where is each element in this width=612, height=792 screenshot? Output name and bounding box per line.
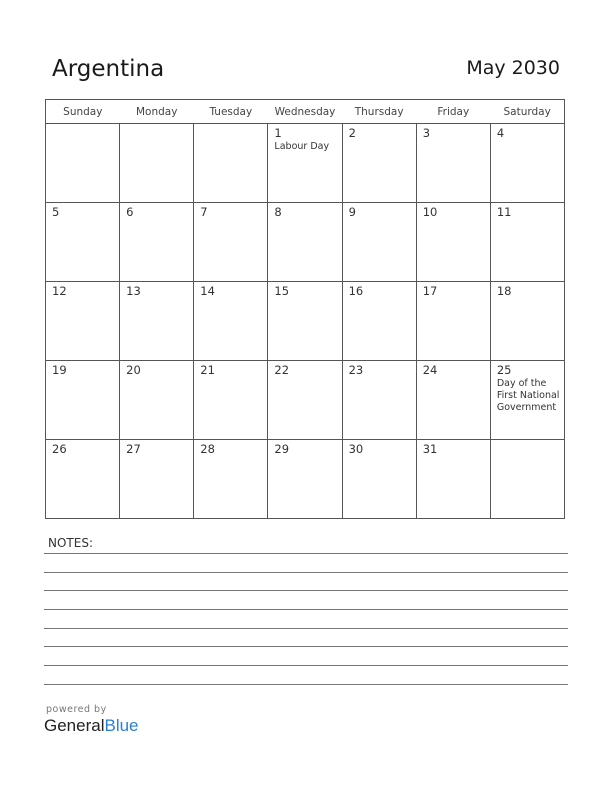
day-cell xyxy=(120,124,194,203)
day-number: 5 xyxy=(52,205,60,219)
day-cell xyxy=(342,124,416,203)
day-cell xyxy=(194,203,268,282)
note-line xyxy=(44,684,568,685)
day-number: 25 xyxy=(496,363,512,377)
note-line xyxy=(44,609,568,610)
note-line xyxy=(44,590,568,591)
day-number: 9 xyxy=(348,205,356,219)
day-number: 21 xyxy=(200,363,215,377)
week-row xyxy=(46,203,565,282)
day-cell xyxy=(46,282,120,361)
day-number: 11 xyxy=(496,205,512,219)
note-line xyxy=(44,665,568,666)
note-line xyxy=(44,646,568,647)
day-cell xyxy=(194,124,268,203)
weekday-thursday: Thursday xyxy=(342,100,416,124)
day-cell xyxy=(194,440,268,519)
generalblue-logo xyxy=(44,716,139,736)
day-cell xyxy=(490,282,564,361)
day-number: 4 xyxy=(496,126,505,140)
day-cell xyxy=(46,440,120,519)
calendar-grid xyxy=(45,99,565,519)
day-number: 31 xyxy=(422,442,438,456)
day-number: 6 xyxy=(126,205,134,219)
day-number: 19 xyxy=(52,363,67,377)
weekday-sunday: Sunday xyxy=(46,100,120,124)
day-cell xyxy=(490,361,564,440)
day-cell xyxy=(268,203,342,282)
day-number: 28 xyxy=(200,442,215,456)
day-cell xyxy=(490,440,564,519)
day-number: 30 xyxy=(348,442,364,456)
day-number: 29 xyxy=(274,442,290,456)
day-number: 2 xyxy=(348,126,356,140)
day-cell xyxy=(268,440,342,519)
day-number: 16 xyxy=(348,284,364,298)
day-cell xyxy=(120,361,194,440)
day-cell xyxy=(268,282,342,361)
day-number: 12 xyxy=(52,284,67,298)
day-cell xyxy=(268,124,342,203)
day-cell xyxy=(268,361,342,440)
weekday-monday: Monday xyxy=(120,100,194,124)
day-number: 3 xyxy=(422,126,431,140)
country-title: Argentina xyxy=(52,56,165,82)
day-number: 18 xyxy=(496,284,512,298)
month-year-title: May 2030 xyxy=(466,57,560,79)
day-number: 17 xyxy=(422,284,438,298)
day-number: 22 xyxy=(274,363,290,377)
day-cell xyxy=(46,203,120,282)
day-number: 26 xyxy=(52,442,67,456)
powered-by-text: powered by xyxy=(46,704,107,715)
day-cell xyxy=(46,361,120,440)
weekday-friday: Friday xyxy=(416,100,490,124)
day-cell xyxy=(194,282,268,361)
week-row xyxy=(46,124,565,203)
day-cell xyxy=(46,124,120,203)
day-number: 7 xyxy=(200,205,208,219)
notes-label: NOTES: xyxy=(48,536,93,550)
note-line xyxy=(44,553,568,554)
day-number: 15 xyxy=(274,284,290,298)
day-cell xyxy=(342,203,416,282)
holiday-label: Labour Day xyxy=(274,141,330,152)
day-cell xyxy=(416,282,490,361)
day-number: 13 xyxy=(126,284,141,298)
note-line xyxy=(44,572,568,573)
weekday-wednesday: Wednesday xyxy=(268,100,342,124)
day-cell xyxy=(416,361,490,440)
day-number: 27 xyxy=(126,442,141,456)
day-number: 10 xyxy=(422,205,438,219)
day-number: 20 xyxy=(126,363,141,377)
note-line xyxy=(44,628,568,629)
brand-blue: Blue xyxy=(104,716,139,735)
day-cell xyxy=(342,440,416,519)
day-number: 23 xyxy=(348,363,364,377)
holiday-label: Day of the First National Government xyxy=(496,378,560,413)
day-cell xyxy=(120,203,194,282)
brand-general: General xyxy=(44,716,105,735)
day-cell xyxy=(342,361,416,440)
weekday-saturday: Saturday xyxy=(490,100,564,124)
day-cell xyxy=(416,124,490,203)
week-row xyxy=(46,282,565,361)
day-cell xyxy=(416,203,490,282)
day-cell xyxy=(416,440,490,519)
week-row xyxy=(46,440,565,519)
day-cell xyxy=(120,282,194,361)
day-number: 8 xyxy=(274,205,282,219)
day-cell xyxy=(120,440,194,519)
day-number: 24 xyxy=(422,363,438,377)
day-cell xyxy=(490,124,564,203)
day-cell xyxy=(490,203,564,282)
day-number: 1 xyxy=(274,126,282,140)
weekday-tuesday: Tuesday xyxy=(194,100,268,124)
week-row xyxy=(46,361,565,440)
weekday-header-row xyxy=(46,100,565,124)
day-cell xyxy=(194,361,268,440)
day-number: 14 xyxy=(200,284,215,298)
day-cell xyxy=(342,282,416,361)
